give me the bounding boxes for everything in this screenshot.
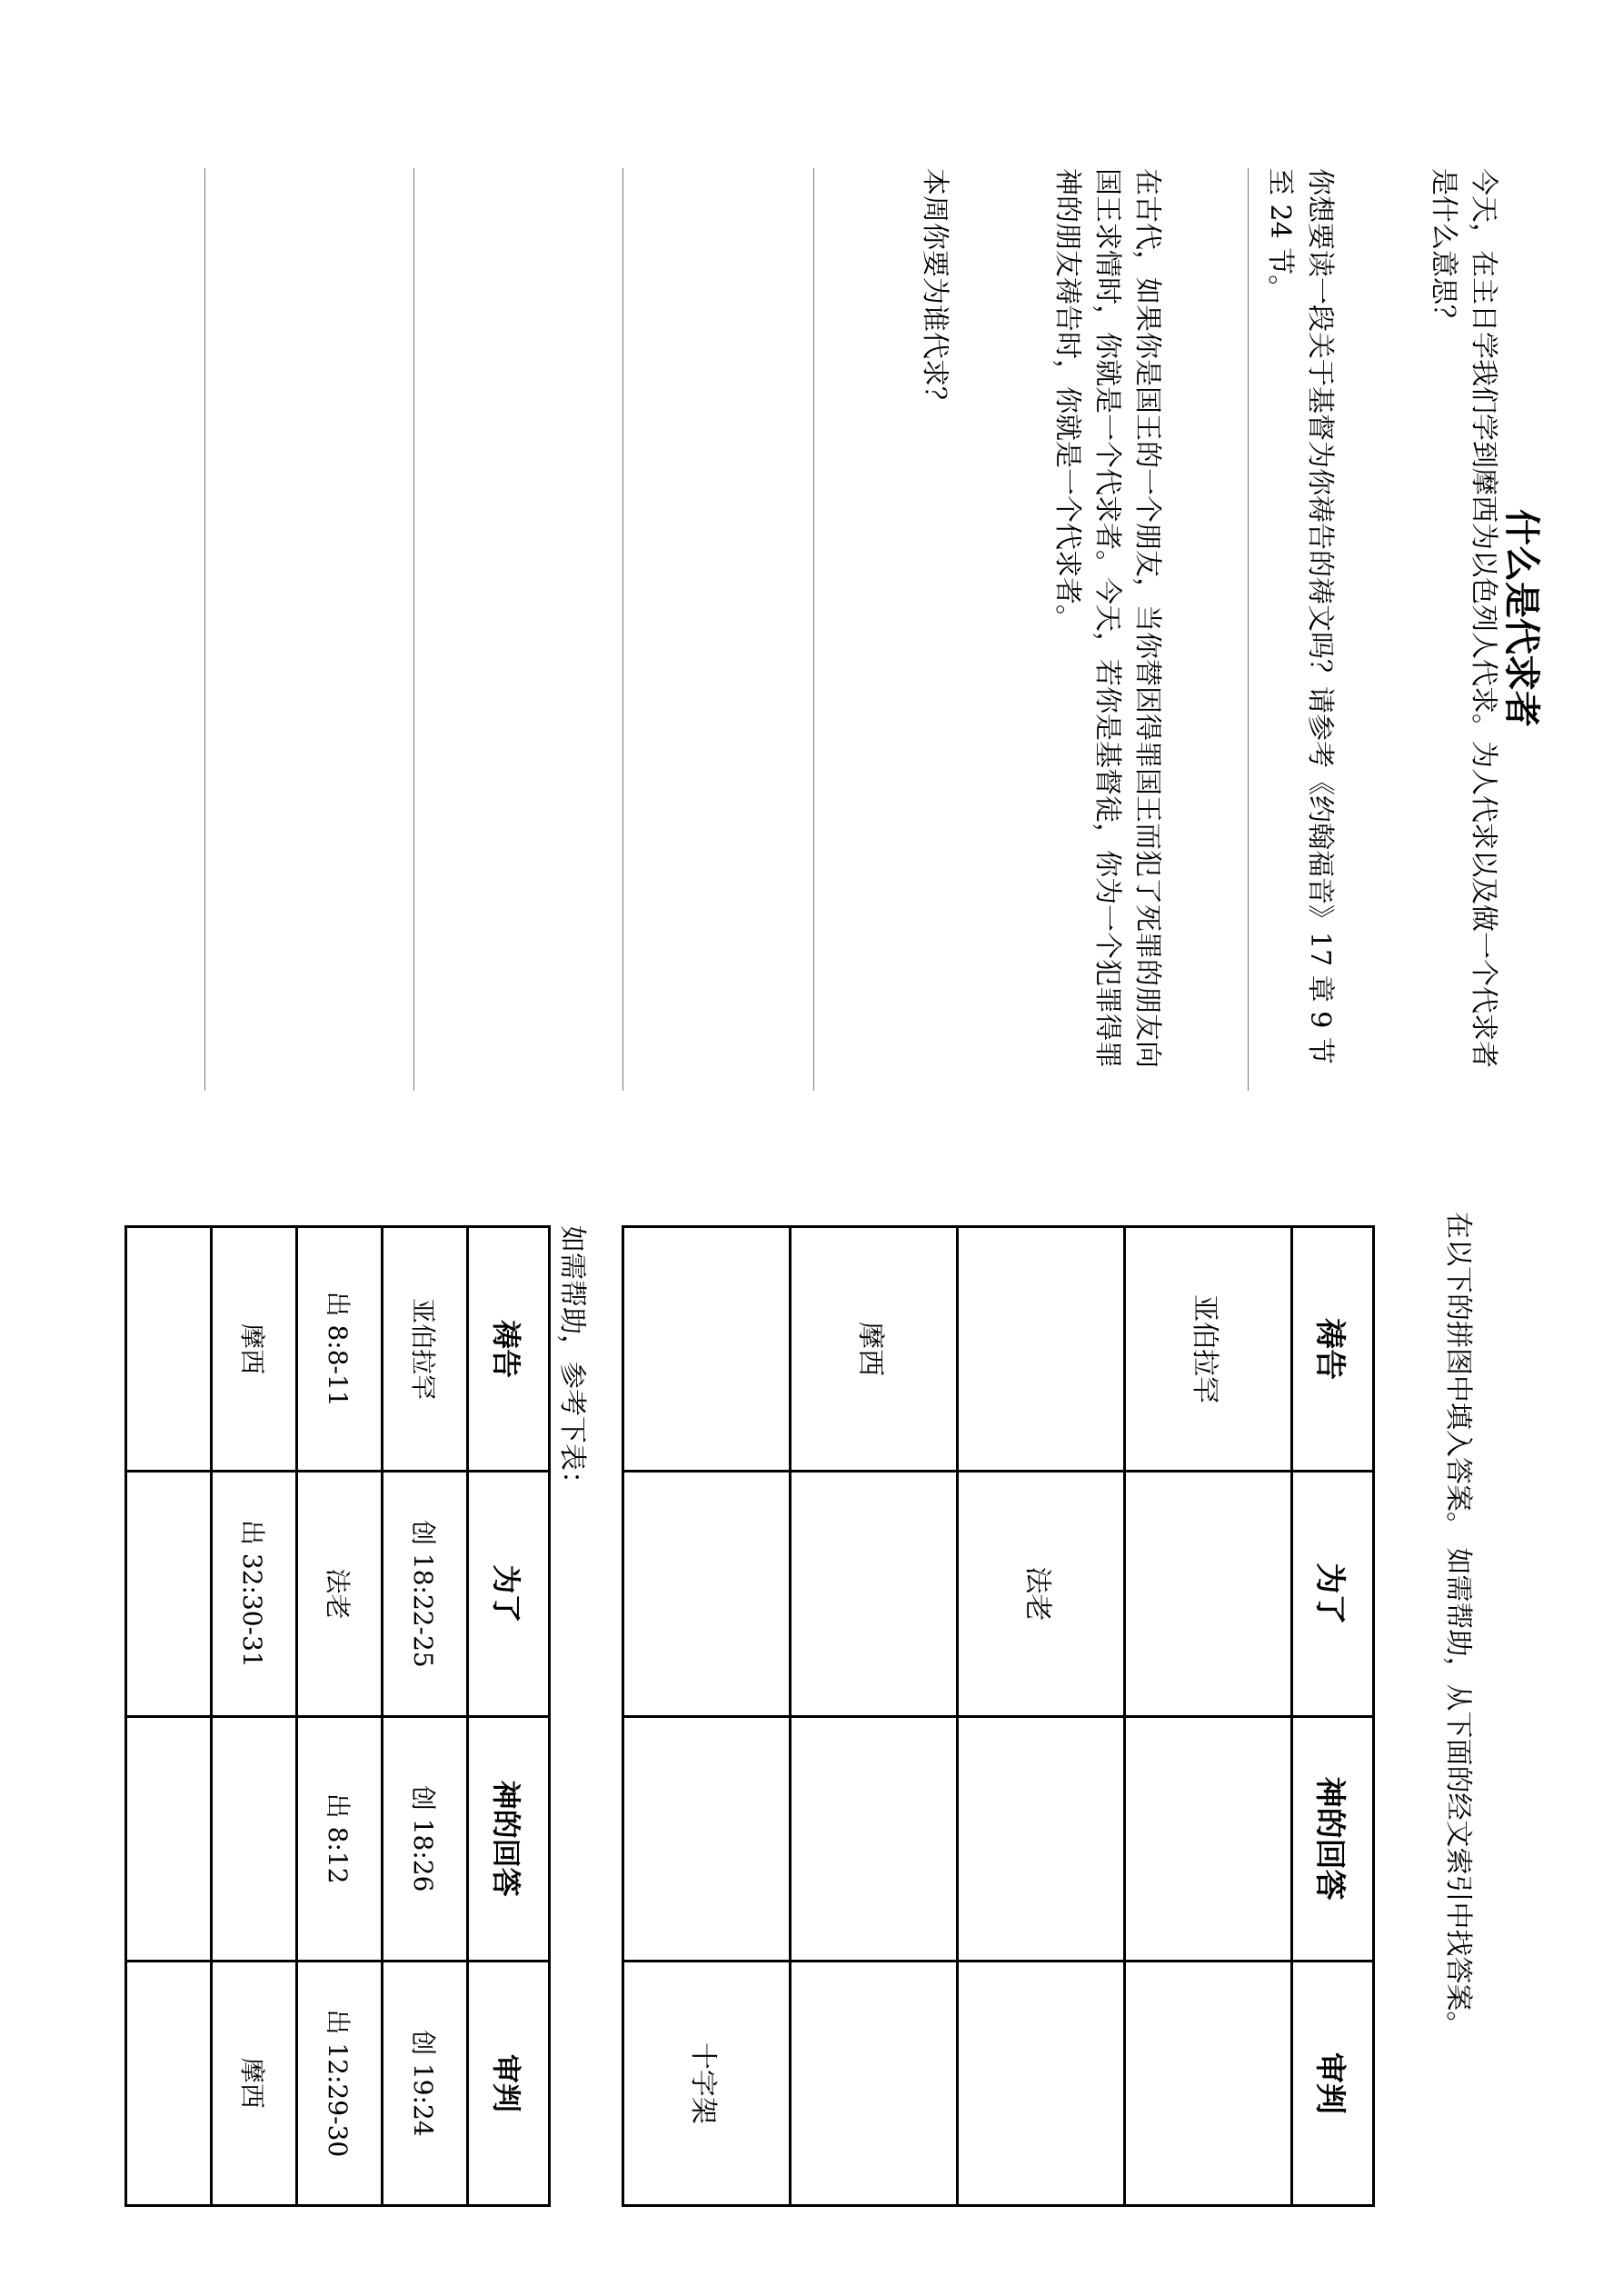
column-header: 神的回答 xyxy=(468,1716,550,1961)
puzzle-grid xyxy=(622,1225,1375,2207)
puzzle-cell[interactable] xyxy=(958,1716,1125,1961)
puzzle-cell[interactable] xyxy=(791,1961,958,2205)
reference-cell: 出 8:12 xyxy=(297,1716,383,1961)
reference-cell: 出 8:8-11 xyxy=(297,1227,383,1472)
answer-line[interactable] xyxy=(622,168,623,1091)
puzzle-cell[interactable] xyxy=(958,1227,1125,1472)
reference-cell: 亚伯拉罕 xyxy=(383,1227,468,1472)
puzzle-cell[interactable] xyxy=(623,1716,791,1961)
column-header: 为了 xyxy=(468,1472,550,1716)
reference-cell: 摩西 xyxy=(212,1227,297,1472)
page-title: 什么是代求者 xyxy=(1500,509,1542,727)
reference-cell xyxy=(126,1472,212,1716)
puzzle-cell[interactable]: 亚伯拉罕 xyxy=(1125,1227,1292,1472)
column-header: 祷告 xyxy=(468,1227,550,1472)
puzzle-cell[interactable]: 摩西 xyxy=(791,1227,958,1472)
reference-cell xyxy=(126,1716,212,1961)
reference-row xyxy=(126,1227,212,2206)
puzzle-row xyxy=(1125,1227,1292,2206)
weekly-prompt: 本周你要为谁代求？ xyxy=(919,168,951,414)
column-header: 祷告 xyxy=(1292,1227,1374,1472)
puzzle-cell[interactable] xyxy=(1125,1716,1292,1961)
puzzle-header-row xyxy=(1292,1227,1374,2206)
puzzle-panel xyxy=(0,1148,1623,2296)
reference-row xyxy=(297,1227,383,2206)
column-header: 审判 xyxy=(1292,1961,1374,2205)
puzzle-cell[interactable] xyxy=(791,1472,958,1716)
reference-cell: 创 18:22-25 xyxy=(383,1472,468,1716)
puzzle-cell[interactable]: 法老 xyxy=(958,1472,1125,1716)
reading-prompt: 你想要读一段关于基督为你祷告的祷文吗？请参考《约翰福音》17 章 9 节至 24 节。 xyxy=(1264,168,1336,1064)
answer-line[interactable] xyxy=(413,168,414,1091)
puzzle-cell[interactable] xyxy=(1125,1961,1292,2205)
reference-table xyxy=(124,1225,551,2207)
reference-cell xyxy=(126,1227,212,1472)
answer-line[interactable] xyxy=(813,168,814,1091)
column-header: 审判 xyxy=(468,1961,550,2205)
reference-label: 如需帮助，参考下表： xyxy=(556,1225,588,1498)
puzzle-cell[interactable]: 十字架 xyxy=(623,1961,791,2205)
column-header: 神的回答 xyxy=(1292,1716,1374,1961)
answer-line[interactable] xyxy=(204,168,205,1091)
puzzle-row xyxy=(791,1227,958,2206)
reference-row xyxy=(383,1227,468,2206)
reference-row xyxy=(212,1227,297,2206)
reference-cell: 法老 xyxy=(297,1472,383,1716)
column-header: 为了 xyxy=(1292,1472,1374,1716)
answer-line[interactable] xyxy=(1248,168,1249,1091)
puzzle-cell[interactable] xyxy=(958,1961,1125,2205)
reference-cell: 出 32:30-31 xyxy=(212,1472,297,1716)
reference-cell: 创 18:26 xyxy=(383,1716,468,1961)
story-paragraph: 在古代，如果你是国王的一个朋友，当你替因得罪国王而犯了死罪的朋友向国王求情时，你就是一个代求者。今天，若你是基督徒，你为一个犯罪得罪神的朋友祷告时，你就是一个代求者。 xyxy=(1051,168,1163,1068)
puzzle-cell[interactable] xyxy=(623,1472,791,1716)
reference-cell: 出 12:29-30 xyxy=(297,1961,383,2205)
reference-cell xyxy=(126,1961,212,2205)
reference-cell xyxy=(212,1716,297,1961)
reference-cell: 创 19:24 xyxy=(383,1961,468,2205)
reference-cell: 摩西 xyxy=(212,1961,297,2205)
puzzle-cell[interactable] xyxy=(791,1716,958,1961)
puzzle-row xyxy=(623,1227,791,2206)
puzzle-cell[interactable] xyxy=(623,1227,791,1472)
reference-header-row xyxy=(468,1227,550,2206)
puzzle-row xyxy=(958,1227,1125,2206)
puzzle-instructions: 在以下的拼图中填入答案。 如需帮助，从下面的经文索引中找答案。 xyxy=(1442,1212,1474,2039)
intro-paragraph: 今天，在主日学我们学到摩西为以色列人代求。为人代求以及做一个代求者是什么意思？ xyxy=(1428,168,1499,1068)
puzzle-cell[interactable] xyxy=(1125,1472,1292,1716)
